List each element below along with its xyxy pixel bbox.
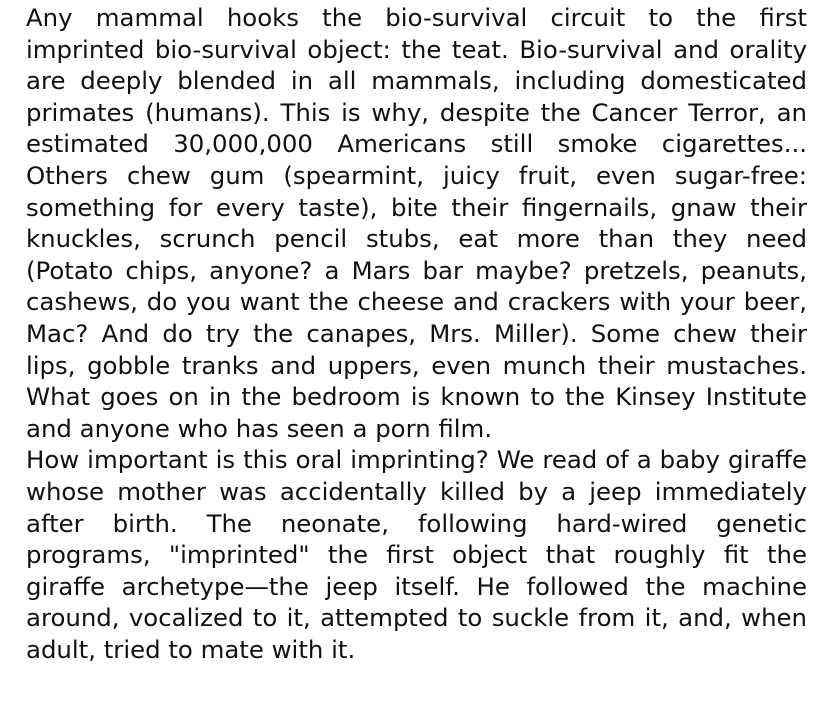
paragraph-oral-imprinting-mammals: Any mammal hooks the bio-survival circuit to the first imprinted bio-survival object: the teat. Bio-survival and orality are deeply blended in all mammals, including domesticated primates (humans). This is why, despite the Cancer Terror, an estimated 30,000,000 Americans still smoke cigarettes... Others chew gum (spearmint, juicy fruit, even sugar-free: something for every taste), bite their fingernails, gnaw their knuckles, scrunch pencil stubs, eat more than they need (Potato chips, anyone? a Mars bar maybe? pretzels, peanuts, cashews, do you want the cheese and crackers with your beer, Mac? And do try the canapes, Mrs. Miller). Some chew their lips, gobble tranks and uppers, even munch their mustaches. What goes on in the bedroom is known to the Kinsey Institute and anyone who has seen a porn film.	[26, 3, 807, 443]
paragraph-giraffe-jeep: How important is this oral imprinting? We read of a baby giraffe whose mother was accidentally killed by a jeep immediately after birth. The neonate, following hard-wired genetic programs, "imprinted" the first object that roughly fit the giraffe archetype—the jeep itself. He followed the machine around, vocalized to it, attempted to suckle from it, and, when adult, tried to mate with it.	[26, 445, 807, 664]
